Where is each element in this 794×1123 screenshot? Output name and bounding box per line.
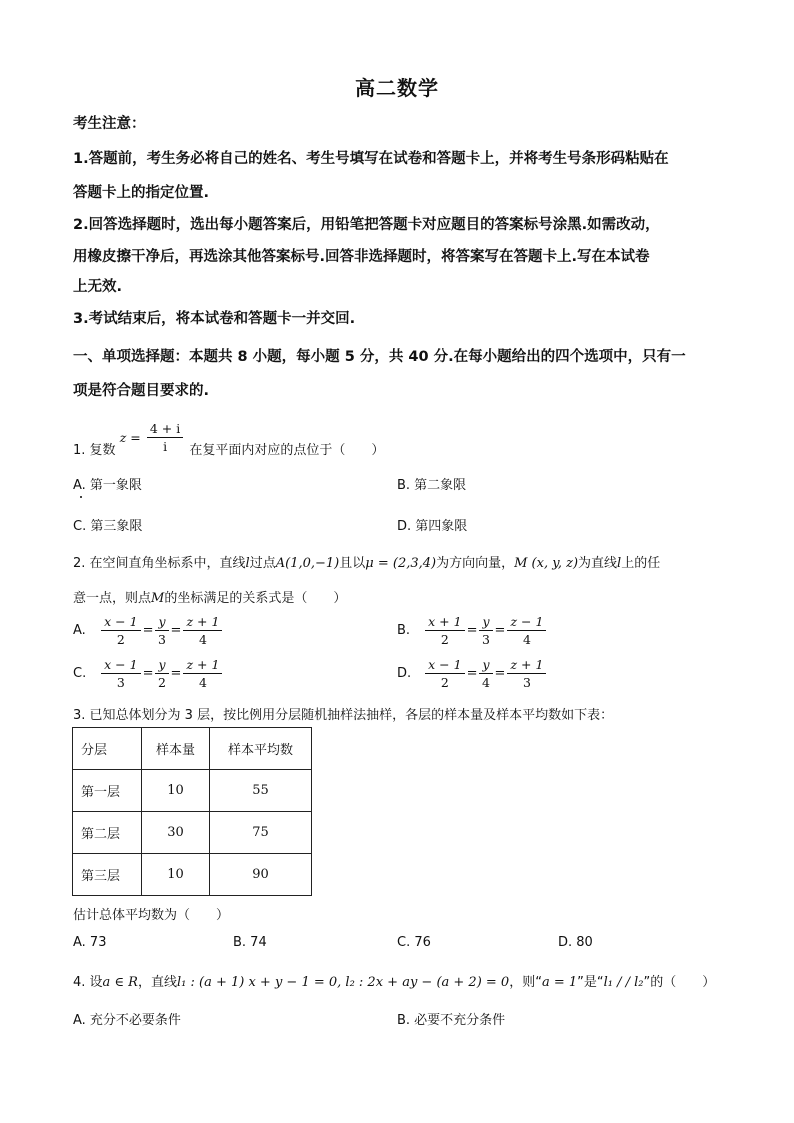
notice-item-3: 3.考试结束后，将本试卷和答题卡一并交回. xyxy=(73,311,356,327)
q3-option-b: B. 74 xyxy=(233,935,267,950)
q4-option-b: B. 必要不充分条件 xyxy=(397,1013,506,1028)
notice-item-2-cont: 用橡皮擦干净后，再选涂其他答案标号.回答非选择题时，将答案写在答题卡上.写在本试卷 xyxy=(73,249,650,265)
table-header: 样本量 xyxy=(142,728,210,770)
notice-heading: 考生注意： xyxy=(73,116,146,132)
q1-prefix: 1. 复数 xyxy=(73,443,116,458)
q1-option-a: A. 第一象限 xyxy=(73,478,142,493)
q1-fraction: $\frac{4 + i}{i}$ xyxy=(147,421,183,454)
q2-option-d: D. $\frac{x - 1}{2}$ = $\frac{y}{4}$ = $\frac{z + 1}{3}$ xyxy=(397,657,548,690)
question-4: 4. 设a ∈ R，直线l₁ : (a + 1) x + y − 1 = 0, l₂ : 2x + ay − (a + 2) = 0，则“a = 1”是“l₁ / / l₂”的（ ） xyxy=(73,975,716,990)
q3-option-d: D. 80 xyxy=(558,935,593,950)
q1-z-eq: z = xyxy=(119,430,141,445)
q1-option-b: B. 第二象限 xyxy=(397,478,467,493)
table-row: 第二层 30 75 xyxy=(73,812,312,854)
table-row: 第一层 10 55 xyxy=(73,770,312,812)
q2-option-c: C. $\frac{x - 1}{3}$ = $\frac{y}{2}$ = $\frac{z + 1}{4}$ xyxy=(73,657,224,690)
question-1 xyxy=(73,417,384,458)
q1-option-d: D. 第四象限 xyxy=(397,519,468,534)
point-a: A(1,0,−1) xyxy=(275,556,340,571)
q3-option-c: C. 76 xyxy=(397,935,431,950)
notice-item-2: 2.回答选择题时，选出每小题答案后，用铅笔把答题卡对应题目的答案标号涂黑.如需改动， xyxy=(73,217,660,233)
stratified-sample-table xyxy=(72,727,312,896)
section-heading-cont: 项是符合题目要求的. xyxy=(73,383,210,399)
table-header-row xyxy=(73,728,312,770)
question-2-line-1: 2. 在空间直角坐标系中，直线l过点A(1,0,−1)且以μ = (2,3,4)为方向向量，M (x, y, z)为直线l上的任 xyxy=(73,556,661,571)
q2-option-a: A. $\frac{x - 1}{2}$ = $\frac{y}{3}$ = $\frac{z + 1}{4}$ xyxy=(73,614,224,647)
stray-dot xyxy=(80,496,82,498)
point-m: M (x, y, z) xyxy=(514,556,579,571)
notice-item-2-end: 上无效. xyxy=(73,279,123,295)
table-row: 第三层 10 90 xyxy=(73,854,312,896)
section-heading: 一、单项选择题：本题共 8 小题，每小题 5 分，共 40 分.在每小题给出的四个选项中，只有一 xyxy=(73,349,686,365)
table-header: 样本平均数 xyxy=(210,728,312,770)
q2-option-b: B. $\frac{x + 1}{2}$ = $\frac{y}{3}$ = $\frac{z - 1}{4}$ xyxy=(397,614,548,647)
notice-item-1-cont: 答题卡上的指定位置. xyxy=(73,185,210,201)
notice-item-1: 1.答题前，考生务必将自己的姓名、考生号填写在试卷和答题卡上，并将考生号条形码粘贴在 xyxy=(73,151,669,167)
table-header: 分层 xyxy=(73,728,142,770)
q3-question: 估计总体平均数为（ ） xyxy=(73,908,230,923)
q3-option-a: A. 73 xyxy=(73,935,107,950)
q1-suffix: 在复平面内对应的点位于（ ） xyxy=(189,443,385,458)
direction-vector: μ = (2,3,4) xyxy=(365,556,437,571)
line-equations: l₁ : (a + 1) x + y − 1 = 0, l₂ : 2x + ay − (a + 2) = 0 xyxy=(177,975,510,990)
page-title: 高二数学 xyxy=(355,76,439,100)
question-3: 3. 已知总体划分为 3 层，按比例用分层随机抽样法抽样，各层的样本量及样本平均数如下表： xyxy=(73,708,614,723)
question-2-line-2: 意一点，则点M的坐标满足的关系式是（ ） xyxy=(73,591,347,606)
q4-option-a: A. 充分不必要条件 xyxy=(73,1013,181,1028)
q1-option-c: C. 第三象限 xyxy=(73,519,143,534)
